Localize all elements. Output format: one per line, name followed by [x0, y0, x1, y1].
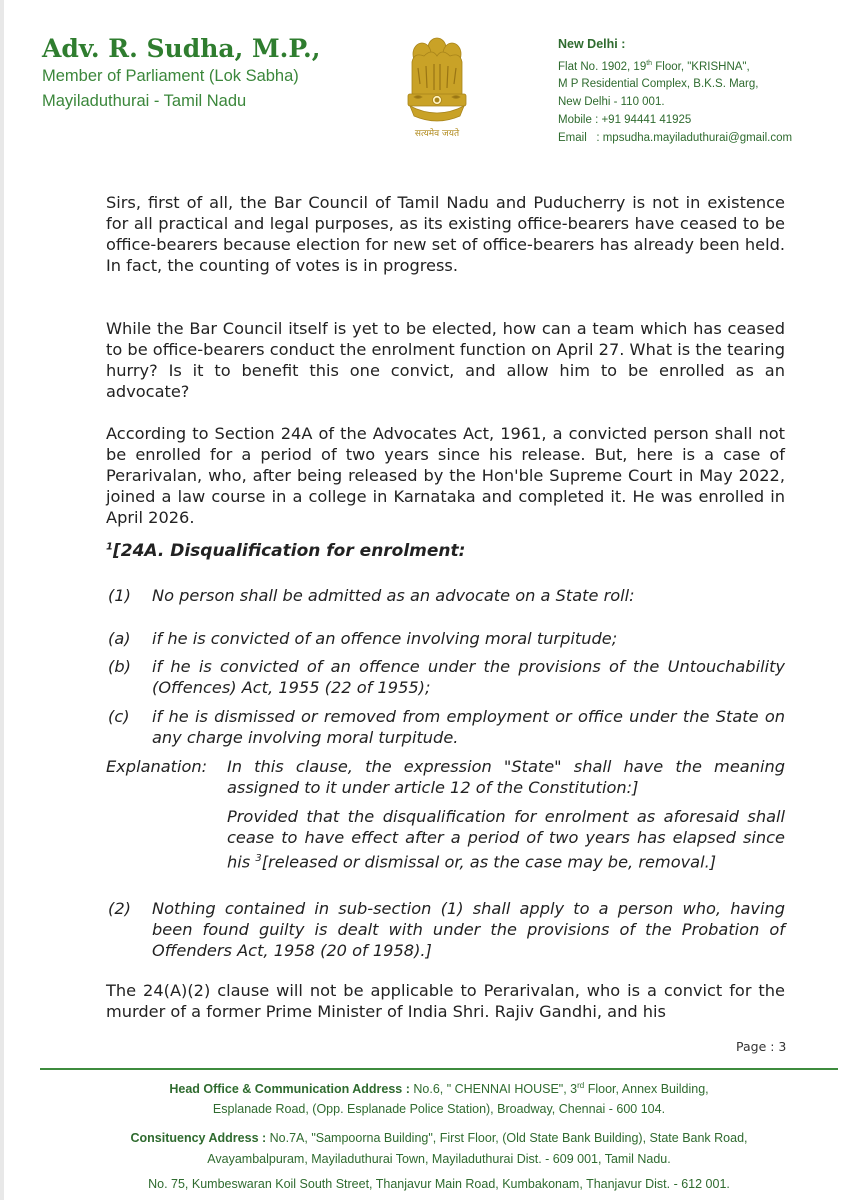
subsection-1: (1) No person shall be admitted as an advocate on a State roll:: [108, 586, 635, 605]
footer-constituency-line-2: Avayambalpuram, Mayiladuthurai Town, Mayiladuthurai Dist. - 609 001, Tamil Nadu.: [207, 1152, 671, 1166]
address-email: Email : mpsudha.mayiladuthurai@gmail.com: [558, 132, 793, 144]
paragraph-2: While the Bar Council itself is yet to be elected, how can a team which has ceased to be office-bearers conduct the enrolment function on April 27. What is the tearing hurry? Is it to benefit this one convict, and allow him to be enrolled as an advocate?: [106, 319, 785, 401]
footer-kumbakonam-address: No. 75, Kumbeswaran Koil South Street, Thanjavur Main Road, Kumbakonam, Thanjavur Dist. - 612 001.: [148, 1177, 730, 1191]
address-line-3: New Delhi - 110 001.: [558, 96, 665, 108]
clause-a: (a) if he is convicted of an offence involving moral turpitude;: [108, 629, 618, 648]
address-line-2: M P Residential Complex, B.K.S. Marg,: [558, 78, 759, 90]
paragraph-4: The 24(A)(2) clause will not be applicable to Perarivalan, who is a convict for the murder of a former Prime Minister of India Shri. Rajiv Gandhi, and his: [106, 981, 785, 1021]
footer-head-office-line-1: Head Office & Communication Address : No.6, " CHENNAI HOUSE", 3rd Floor, Annex Building,: [169, 1081, 709, 1097]
footer-head-office-line-2: Esplanade Road, (Opp. Esplanade Police Station), Broadway, Chennai - 600 104.: [212, 1102, 666, 1116]
address-line-1: Flat No. 1902, 19th Floor, "KRISHNA",: [558, 60, 750, 73]
clause-c: (c) if he is dismissed or removed from employment or office under the State on any charge involving moral turpitude.: [108, 707, 785, 747]
letterhead-constituency: Mayiladuthurai - Tamil Nadu: [42, 92, 247, 110]
letterhead-name: Adv. R. Sudha, M.P.,: [42, 34, 321, 63]
address-mobile: Mobile : +91 94441 41925: [558, 114, 692, 126]
subsection-2: (2) Nothing contained in sub-section (1) shall apply to a person who, having been found guilty is dealt with under the provisions of the Probation of Offenders Act, 1958 (20 of 1958).]: [108, 899, 785, 960]
paragraph-1: Sirs, first of all, the Bar Council of Tamil Nadu and Puducherry is not in existence for all practical and legal purposes, as its existing office-bearers have ceased to be office-bearers because election for new set of office-bearers has already been held. In fact, the counting of votes is in progress.: [106, 193, 785, 275]
letterhead-role: Member of Parliament (Lok Sabha): [42, 67, 299, 85]
address-heading: New Delhi :: [558, 37, 626, 51]
explanation: Explanation: In this clause, the expression "State" shall have the meaning assigned to it under article 12 of the Constitution:]: [106, 757, 785, 797]
paragraph-3: According to Section 24A of the Advocates Act, 1961, a convicted person shall not be enrolled for a period of two years since his release. But, here is a case of Perarivalan, who, after being released by the Hon'ble Supreme Court in May 2022, joined a law course in a college in Karnataka and completed it. He was enrolled in April 2026.: [106, 424, 785, 527]
proviso: Provided that the disqualification for enrolment as aforesaid shall cease to have effect after a period of two years has elapsed since his $^3$[released or dismissal or, as the case may be, removal.]: [227, 807, 785, 872]
emblem-motto: सत्यमेव जयते: [414, 129, 460, 139]
footer-constituency-line-1: Consituency Address : No.7A, "Sampoorna Building", First Floor, (Old State Bank Building), State Bank Road,: [130, 1131, 748, 1145]
section-heading: $^1$[24A. Disqualification for enrolment:: [106, 541, 466, 561]
clause-b: (b) if he is convicted of an offence under the provisions of the Untouchability (Offences) Act, 1955 (22 of 1955);: [108, 657, 785, 697]
page-number: Page : 3: [736, 1039, 787, 1054]
footer-divider: [40, 1068, 838, 1070]
